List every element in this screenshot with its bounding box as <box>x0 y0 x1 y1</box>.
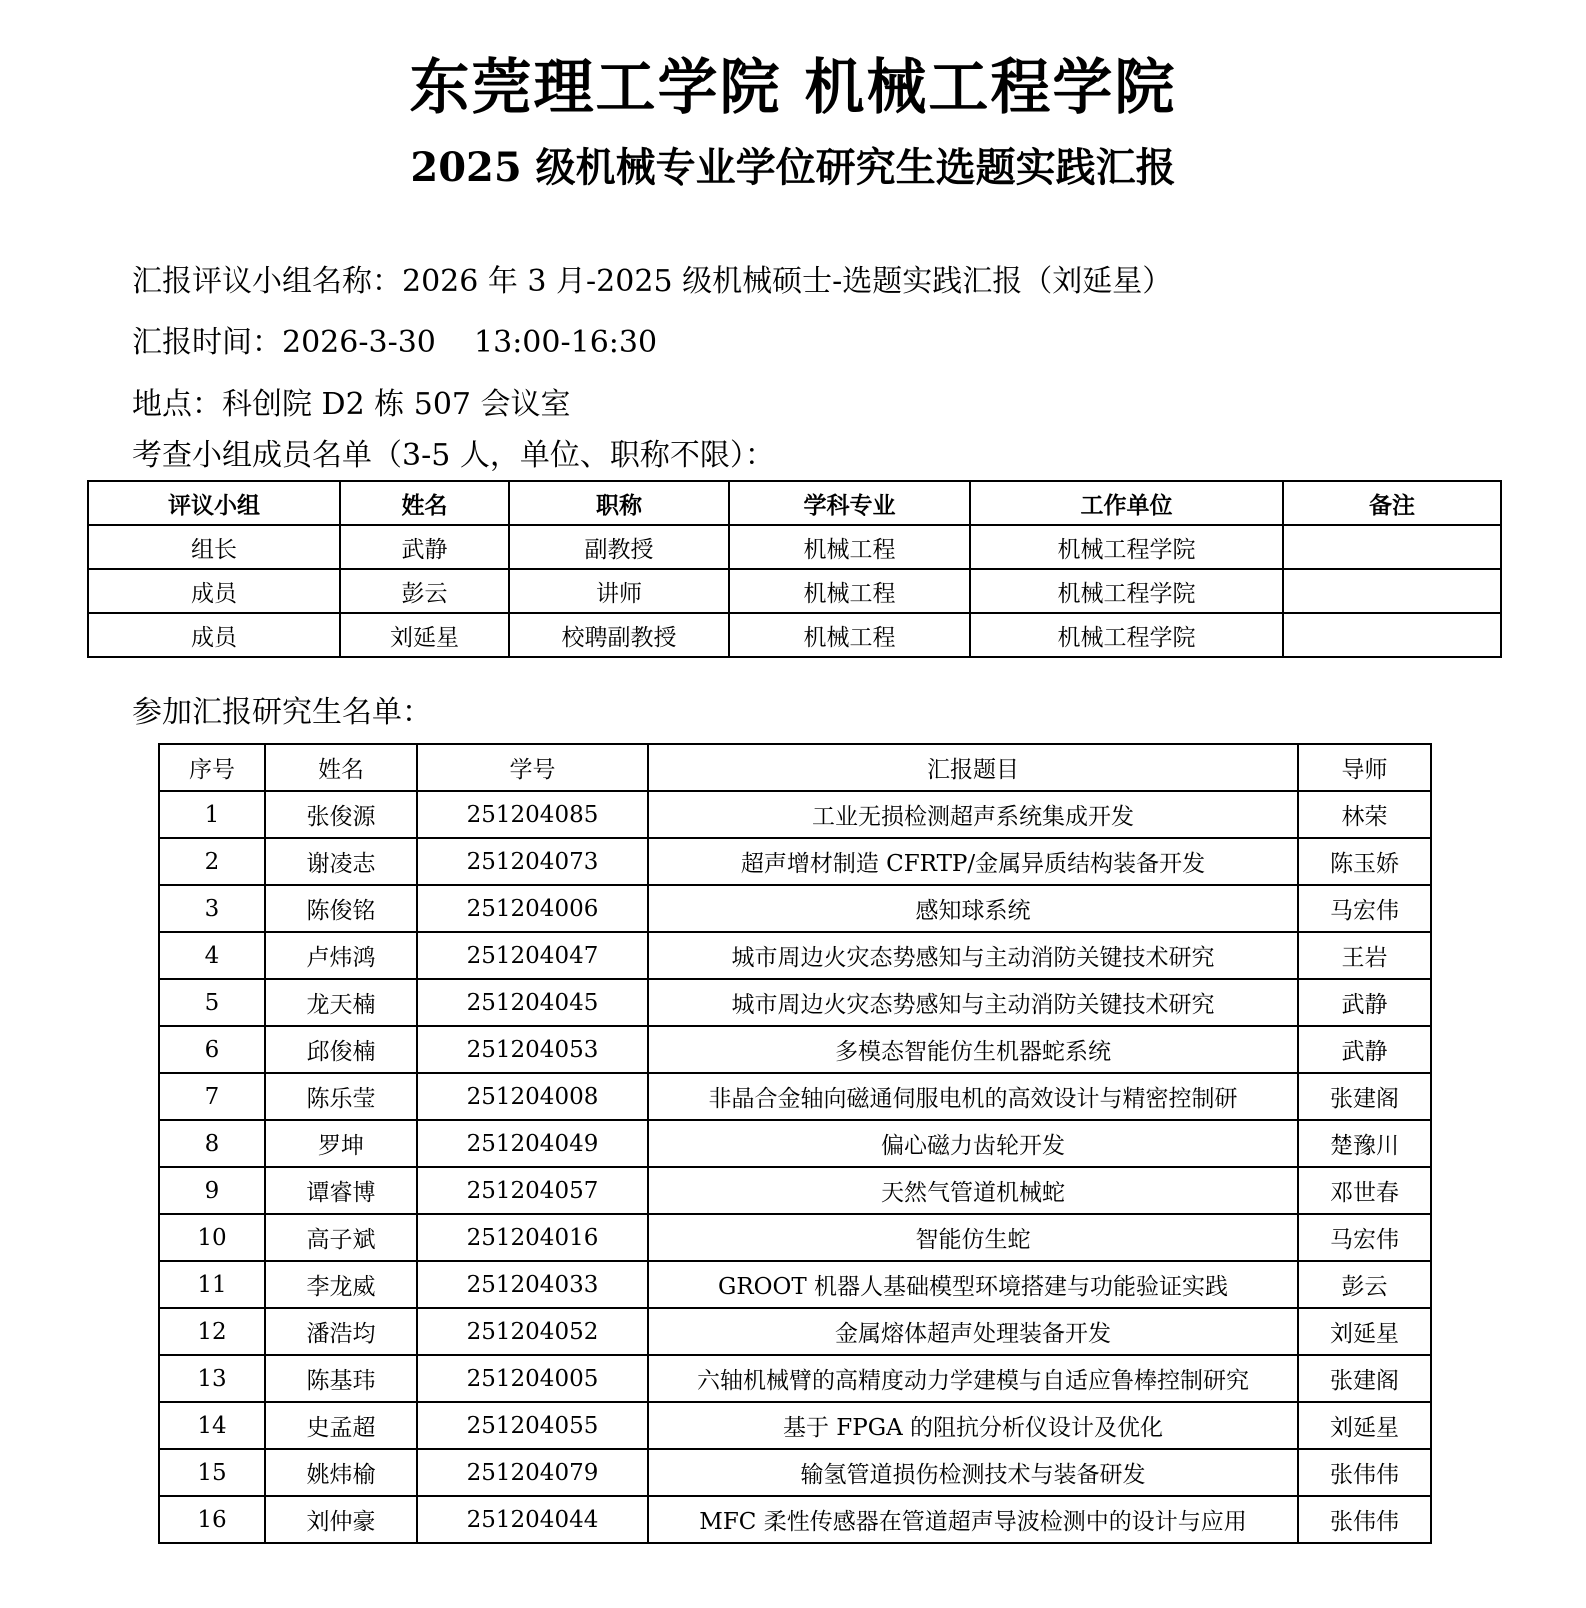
student-cell-advisor: 彭云 <box>1298 1261 1431 1308</box>
student-cell-index: 14 <box>159 1402 265 1449</box>
panel-cell-role: 组长 <box>88 525 340 569</box>
student-cell-name: 陈乐莹 <box>265 1073 417 1120</box>
students-header-row <box>159 744 1431 791</box>
student-cell-index: 5 <box>159 979 265 1026</box>
panel-header-cell: 备注 <box>1283 481 1501 525</box>
panel-cell-name: 刘延星 <box>340 613 509 657</box>
students-caption: 参加汇报研究生名单： <box>132 695 432 730</box>
student-cell-topic: 城市周边火灾态势感知与主动消防关键技术研究 <box>648 932 1298 979</box>
student-cell-id: 251204047 <box>417 932 648 979</box>
panel-cell-title: 讲师 <box>509 569 729 613</box>
student-cell-advisor: 马宏伟 <box>1298 1214 1431 1261</box>
student-cell-id: 251204049 <box>417 1120 648 1167</box>
panel-cell-unit: 机械工程学院 <box>970 569 1283 613</box>
student-cell-name: 潘浩均 <box>265 1308 417 1355</box>
student-cell-id: 251204057 <box>417 1167 648 1214</box>
students-header-cell: 学号 <box>417 744 648 791</box>
student-cell-index: 2 <box>159 838 265 885</box>
panel-cell-unit: 机械工程学院 <box>970 613 1283 657</box>
student-cell-advisor: 张伟伟 <box>1298 1449 1431 1496</box>
student-cell-id: 251204044 <box>417 1496 648 1543</box>
student-cell-name: 高子斌 <box>265 1214 417 1261</box>
student-cell-name: 陈俊铭 <box>265 885 417 932</box>
student-cell-advisor: 张伟伟 <box>1298 1496 1431 1543</box>
student-cell-advisor: 武静 <box>1298 1026 1431 1073</box>
student-row <box>159 1167 1431 1214</box>
student-row <box>159 1261 1431 1308</box>
student-cell-id: 251204005 <box>417 1355 648 1402</box>
panel-header-cell: 学科专业 <box>729 481 970 525</box>
panel-header-row <box>88 481 1501 525</box>
page-title: 东莞理工学院 机械工程学院 <box>409 53 1177 123</box>
students-table <box>158 743 1432 1544</box>
panel-cell-title: 校聘副教授 <box>509 613 729 657</box>
student-row <box>159 1120 1431 1167</box>
panel-cell-discipline: 机械工程 <box>729 613 970 657</box>
student-cell-topic: 多模态智能仿生机器蛇系统 <box>648 1026 1298 1073</box>
student-cell-advisor: 林荣 <box>1298 791 1431 838</box>
student-row <box>159 1073 1431 1120</box>
student-cell-name: 史孟超 <box>265 1402 417 1449</box>
student-cell-topic: 超声增材制造 CFRTP/金属异质结构装备开发 <box>648 838 1298 885</box>
student-row <box>159 838 1431 885</box>
panel-cell-discipline: 机械工程 <box>729 525 970 569</box>
panel-cell-role: 成员 <box>88 613 340 657</box>
panel-cell-note <box>1283 613 1501 657</box>
panel-caption: 考查小组成员名单（3-5 人，单位、职称不限）： <box>132 438 775 473</box>
student-cell-index: 10 <box>159 1214 265 1261</box>
student-cell-advisor: 武静 <box>1298 979 1431 1026</box>
students-header-cell: 序号 <box>159 744 265 791</box>
student-cell-id: 251204055 <box>417 1402 648 1449</box>
panel-cell-title: 副教授 <box>509 525 729 569</box>
panel-row <box>88 525 1501 569</box>
student-cell-name: 邱俊楠 <box>265 1026 417 1073</box>
student-cell-index: 13 <box>159 1355 265 1402</box>
student-cell-topic: 偏心磁力齿轮开发 <box>648 1120 1298 1167</box>
student-cell-id: 251204045 <box>417 979 648 1026</box>
student-cell-id: 251204079 <box>417 1449 648 1496</box>
student-row <box>159 1026 1431 1073</box>
students-header-cell: 姓名 <box>265 744 417 791</box>
student-cell-advisor: 张建阁 <box>1298 1355 1431 1402</box>
student-row <box>159 1402 1431 1449</box>
student-row <box>159 1308 1431 1355</box>
panel-cell-note <box>1283 569 1501 613</box>
panel-header-cell: 工作单位 <box>970 481 1283 525</box>
student-cell-topic: 金属熔体超声处理装备开发 <box>648 1308 1298 1355</box>
report-time-line: 汇报时间：2026-3-30 13:00-16:30 <box>132 325 658 360</box>
student-cell-name: 张俊源 <box>265 791 417 838</box>
student-cell-topic: 输氢管道损伤检测技术与装备研发 <box>648 1449 1298 1496</box>
student-cell-id: 251204073 <box>417 838 648 885</box>
students-header-cell: 汇报题目 <box>648 744 1298 791</box>
panel-cell-name: 彭云 <box>340 569 509 613</box>
panel-members-table <box>87 480 1502 658</box>
student-cell-id: 251204052 <box>417 1308 648 1355</box>
student-cell-topic: MFC 柔性传感器在管道超声导波检测中的设计与应用 <box>648 1496 1298 1543</box>
student-cell-name: 卢炜鸿 <box>265 932 417 979</box>
panel-cell-discipline: 机械工程 <box>729 569 970 613</box>
student-row <box>159 979 1431 1026</box>
student-cell-topic: 基于 FPGA 的阻抗分析仪设计及优化 <box>648 1402 1298 1449</box>
student-cell-index: 9 <box>159 1167 265 1214</box>
student-cell-advisor: 刘延星 <box>1298 1402 1431 1449</box>
student-cell-topic: 工业无损检测超声系统集成开发 <box>648 791 1298 838</box>
student-cell-topic: 智能仿生蛇 <box>648 1214 1298 1261</box>
student-cell-name: 李龙威 <box>265 1261 417 1308</box>
panel-cell-unit: 机械工程学院 <box>970 525 1283 569</box>
student-cell-name: 陈基玮 <box>265 1355 417 1402</box>
student-cell-name: 刘仲豪 <box>265 1496 417 1543</box>
student-cell-index: 6 <box>159 1026 265 1073</box>
student-cell-index: 8 <box>159 1120 265 1167</box>
student-cell-advisor: 陈玉娇 <box>1298 838 1431 885</box>
panel-cell-name: 武静 <box>340 525 509 569</box>
student-cell-topic: 非晶合金轴向磁通伺服电机的高效设计与精密控制研 <box>648 1073 1298 1120</box>
student-cell-id: 251204016 <box>417 1214 648 1261</box>
student-cell-index: 7 <box>159 1073 265 1120</box>
student-row <box>159 932 1431 979</box>
student-cell-name: 谭睿博 <box>265 1167 417 1214</box>
student-cell-id: 251204053 <box>417 1026 648 1073</box>
panel-header-cell: 姓名 <box>340 481 509 525</box>
student-cell-name: 谢凌志 <box>265 838 417 885</box>
student-row <box>159 1355 1431 1402</box>
student-cell-index: 16 <box>159 1496 265 1543</box>
student-row <box>159 1449 1431 1496</box>
student-row <box>159 791 1431 838</box>
student-cell-index: 11 <box>159 1261 265 1308</box>
student-cell-index: 15 <box>159 1449 265 1496</box>
panel-row <box>88 569 1501 613</box>
student-cell-topic: 城市周边火灾态势感知与主动消防关键技术研究 <box>648 979 1298 1026</box>
student-cell-advisor: 邓世春 <box>1298 1167 1431 1214</box>
panel-cell-note <box>1283 525 1501 569</box>
students-header-cell: 导师 <box>1298 744 1431 791</box>
student-cell-topic: 感知球系统 <box>648 885 1298 932</box>
student-cell-advisor: 马宏伟 <box>1298 885 1431 932</box>
student-cell-index: 4 <box>159 932 265 979</box>
student-cell-name: 罗坤 <box>265 1120 417 1167</box>
panel-row <box>88 613 1501 657</box>
student-cell-advisor: 王岩 <box>1298 932 1431 979</box>
student-cell-id: 251204008 <box>417 1073 648 1120</box>
student-row <box>159 1496 1431 1543</box>
student-cell-index: 12 <box>159 1308 265 1355</box>
page-subtitle: 2025 级机械专业学位研究生选题实践汇报 <box>410 144 1176 191</box>
student-cell-id: 251204033 <box>417 1261 648 1308</box>
student-cell-id: 251204085 <box>417 791 648 838</box>
student-row <box>159 885 1431 932</box>
student-cell-advisor: 刘延星 <box>1298 1308 1431 1355</box>
student-cell-name: 姚炜榆 <box>265 1449 417 1496</box>
student-row <box>159 1214 1431 1261</box>
panel-cell-role: 成员 <box>88 569 340 613</box>
student-cell-topic: 天然气管道机械蛇 <box>648 1167 1298 1214</box>
location-line: 地点：科创院 D2 栋 507 会议室 <box>132 387 571 422</box>
student-cell-index: 1 <box>159 791 265 838</box>
student-cell-advisor: 楚豫川 <box>1298 1120 1431 1167</box>
group-name-line: 汇报评议小组名称：2026 年 3 月-2025 级机械硕士-选题实践汇报（刘延星） <box>132 264 1173 299</box>
panel-header-cell: 评议小组 <box>88 481 340 525</box>
student-cell-topic: GROOT 机器人基础模型环境搭建与功能验证实践 <box>648 1261 1298 1308</box>
student-cell-advisor: 张建阁 <box>1298 1073 1431 1120</box>
student-cell-topic: 六轴机械臂的高精度动力学建模与自适应鲁棒控制研究 <box>648 1355 1298 1402</box>
student-cell-index: 3 <box>159 885 265 932</box>
panel-header-cell: 职称 <box>509 481 729 525</box>
student-cell-id: 251204006 <box>417 885 648 932</box>
student-cell-name: 龙天楠 <box>265 979 417 1026</box>
